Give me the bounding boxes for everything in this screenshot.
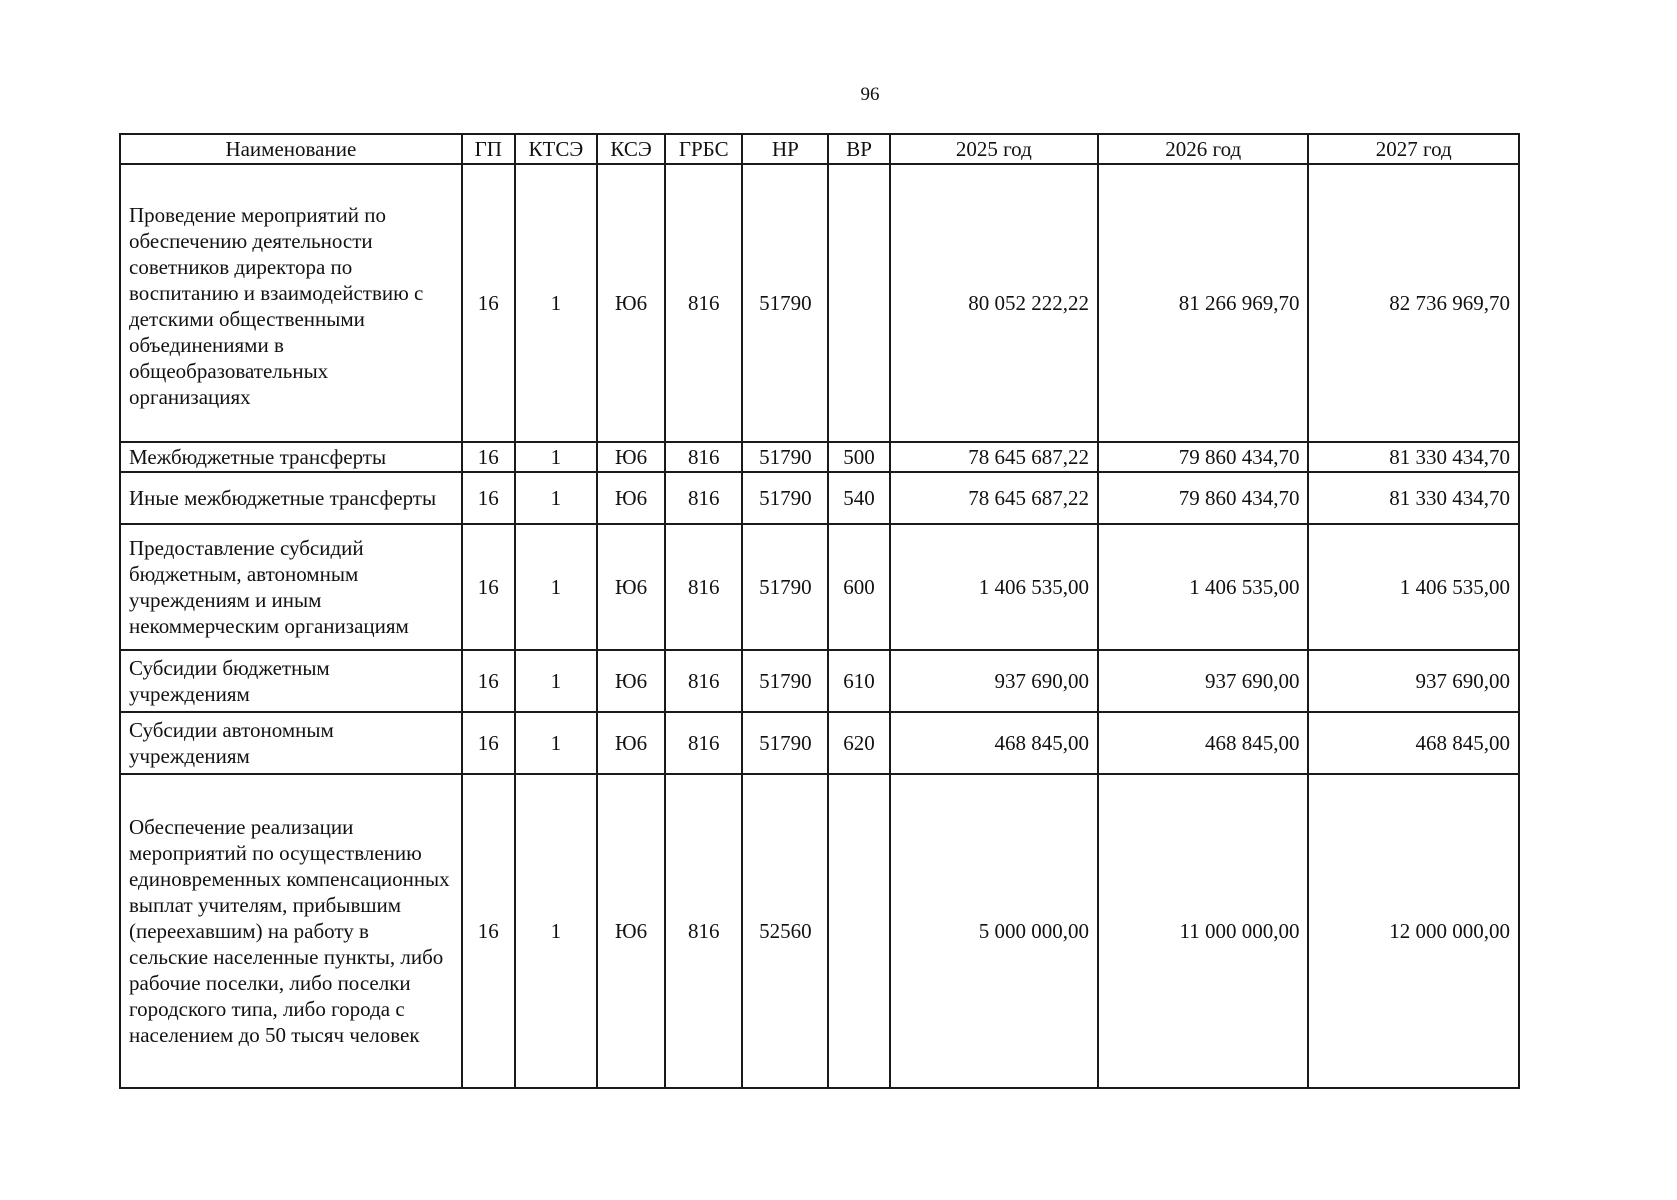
header-grbs: ГРБС xyxy=(665,134,742,164)
row-name: Межбюджетные трансферты xyxy=(120,442,462,472)
header-vr: ВР xyxy=(828,134,889,164)
row-amount-2026: 937 690,00 xyxy=(1098,650,1308,712)
row-amount-2026: 79 860 434,70 xyxy=(1098,442,1308,472)
row-kse: Ю6 xyxy=(597,650,665,712)
row-nr: 52560 xyxy=(742,774,828,1088)
table-header-row xyxy=(120,134,1519,164)
row-kse: Ю6 xyxy=(597,712,665,774)
row-amount-2025: 1 406 535,00 xyxy=(890,524,1098,650)
header-2025: 2025 год xyxy=(890,134,1098,164)
row-amount-2027: 12 000 000,00 xyxy=(1308,774,1519,1088)
row-vr xyxy=(828,774,889,1088)
row-amount-2026: 468 845,00 xyxy=(1098,712,1308,774)
row-ktse: 1 xyxy=(515,524,597,650)
row-amount-2025: 78 645 687,22 xyxy=(890,472,1098,524)
row-amount-2026: 1 406 535,00 xyxy=(1098,524,1308,650)
row-amount-2027: 1 406 535,00 xyxy=(1308,524,1519,650)
row-grbs: 816 xyxy=(665,164,742,442)
header-name: Наименование xyxy=(120,134,462,164)
header-nr: НР xyxy=(742,134,828,164)
row-grbs: 816 xyxy=(665,442,742,472)
row-amount-2025: 468 845,00 xyxy=(890,712,1098,774)
row-ktse: 1 xyxy=(515,164,597,442)
row-grbs: 816 xyxy=(665,712,742,774)
row-amount-2027: 81 330 434,70 xyxy=(1308,442,1519,472)
row-name: Обеспечение реализации мероприятий по осуществлению единовременных компенсационных выплат учителям, прибывшим (переехавшим) на работу в сельские населенные пункты, либо рабочие поселки, либо поселки городского типа, либо города с населением до 50 тысяч человек xyxy=(120,774,462,1088)
row-ktse: 1 xyxy=(515,650,597,712)
row-amount-2027: 937 690,00 xyxy=(1308,650,1519,712)
row-name: Предоставление субсидий бюджетным, автономным учреждениям и иным некоммерческим организациям xyxy=(120,524,462,650)
row-gp: 16 xyxy=(462,650,515,712)
budget-table xyxy=(119,133,1520,1089)
row-amount-2026: 11 000 000,00 xyxy=(1098,774,1308,1088)
table-row xyxy=(120,442,1519,472)
row-nr: 51790 xyxy=(742,650,828,712)
row-amount-2027: 468 845,00 xyxy=(1308,712,1519,774)
table-row xyxy=(120,164,1519,442)
row-gp: 16 xyxy=(462,164,515,442)
row-name: Субсидии бюджетным учреждениям xyxy=(120,650,462,712)
row-vr: 540 xyxy=(828,472,889,524)
row-vr: 500 xyxy=(828,442,889,472)
table-row xyxy=(120,472,1519,524)
table-row xyxy=(120,650,1519,712)
row-nr: 51790 xyxy=(742,472,828,524)
row-amount-2027: 81 330 434,70 xyxy=(1308,472,1519,524)
row-amount-2026: 81 266 969,70 xyxy=(1098,164,1308,442)
row-nr: 51790 xyxy=(742,442,828,472)
row-nr: 51790 xyxy=(742,164,828,442)
row-name: Иные межбюджетные трансферты xyxy=(120,472,462,524)
row-vr: 620 xyxy=(828,712,889,774)
row-amount-2027: 82 736 969,70 xyxy=(1308,164,1519,442)
row-vr: 610 xyxy=(828,650,889,712)
row-name: Проведение мероприятий по обеспечению деятельности советников директора по воспитанию и взаимодействию с детскими общественными объединениями в общеобразовательных организациях xyxy=(120,164,462,442)
header-2026: 2026 год xyxy=(1098,134,1308,164)
header-2027: 2027 год xyxy=(1308,134,1519,164)
row-ktse: 1 xyxy=(515,442,597,472)
row-nr: 51790 xyxy=(742,524,828,650)
row-nr: 51790 xyxy=(742,712,828,774)
row-gp: 16 xyxy=(462,774,515,1088)
row-gp: 16 xyxy=(462,442,515,472)
row-amount-2026: 79 860 434,70 xyxy=(1098,472,1308,524)
row-gp: 16 xyxy=(462,524,515,650)
row-kse: Ю6 xyxy=(597,164,665,442)
row-amount-2025: 937 690,00 xyxy=(890,650,1098,712)
table-row xyxy=(120,774,1519,1088)
row-kse: Ю6 xyxy=(597,774,665,1088)
row-vr xyxy=(828,164,889,442)
row-grbs: 816 xyxy=(665,524,742,650)
table-row xyxy=(120,712,1519,774)
row-ktse: 1 xyxy=(515,712,597,774)
row-gp: 16 xyxy=(462,472,515,524)
row-ktse: 1 xyxy=(515,472,597,524)
header-gp: ГП xyxy=(462,134,515,164)
row-kse: Ю6 xyxy=(597,472,665,524)
row-grbs: 816 xyxy=(665,472,742,524)
row-amount-2025: 78 645 687,22 xyxy=(890,442,1098,472)
table-row xyxy=(120,524,1519,650)
row-kse: Ю6 xyxy=(597,524,665,650)
row-kse: Ю6 xyxy=(597,442,665,472)
row-name: Субсидии автономным учреждениям xyxy=(120,712,462,774)
header-ktse: КТСЭ xyxy=(515,134,597,164)
page-number: 96 xyxy=(860,84,880,105)
row-vr: 600 xyxy=(828,524,889,650)
row-grbs: 816 xyxy=(665,774,742,1088)
row-ktse: 1 xyxy=(515,774,597,1088)
row-amount-2025: 5 000 000,00 xyxy=(890,774,1098,1088)
row-gp: 16 xyxy=(462,712,515,774)
header-kse: КСЭ xyxy=(597,134,665,164)
row-grbs: 816 xyxy=(665,650,742,712)
row-amount-2025: 80 052 222,22 xyxy=(890,164,1098,442)
